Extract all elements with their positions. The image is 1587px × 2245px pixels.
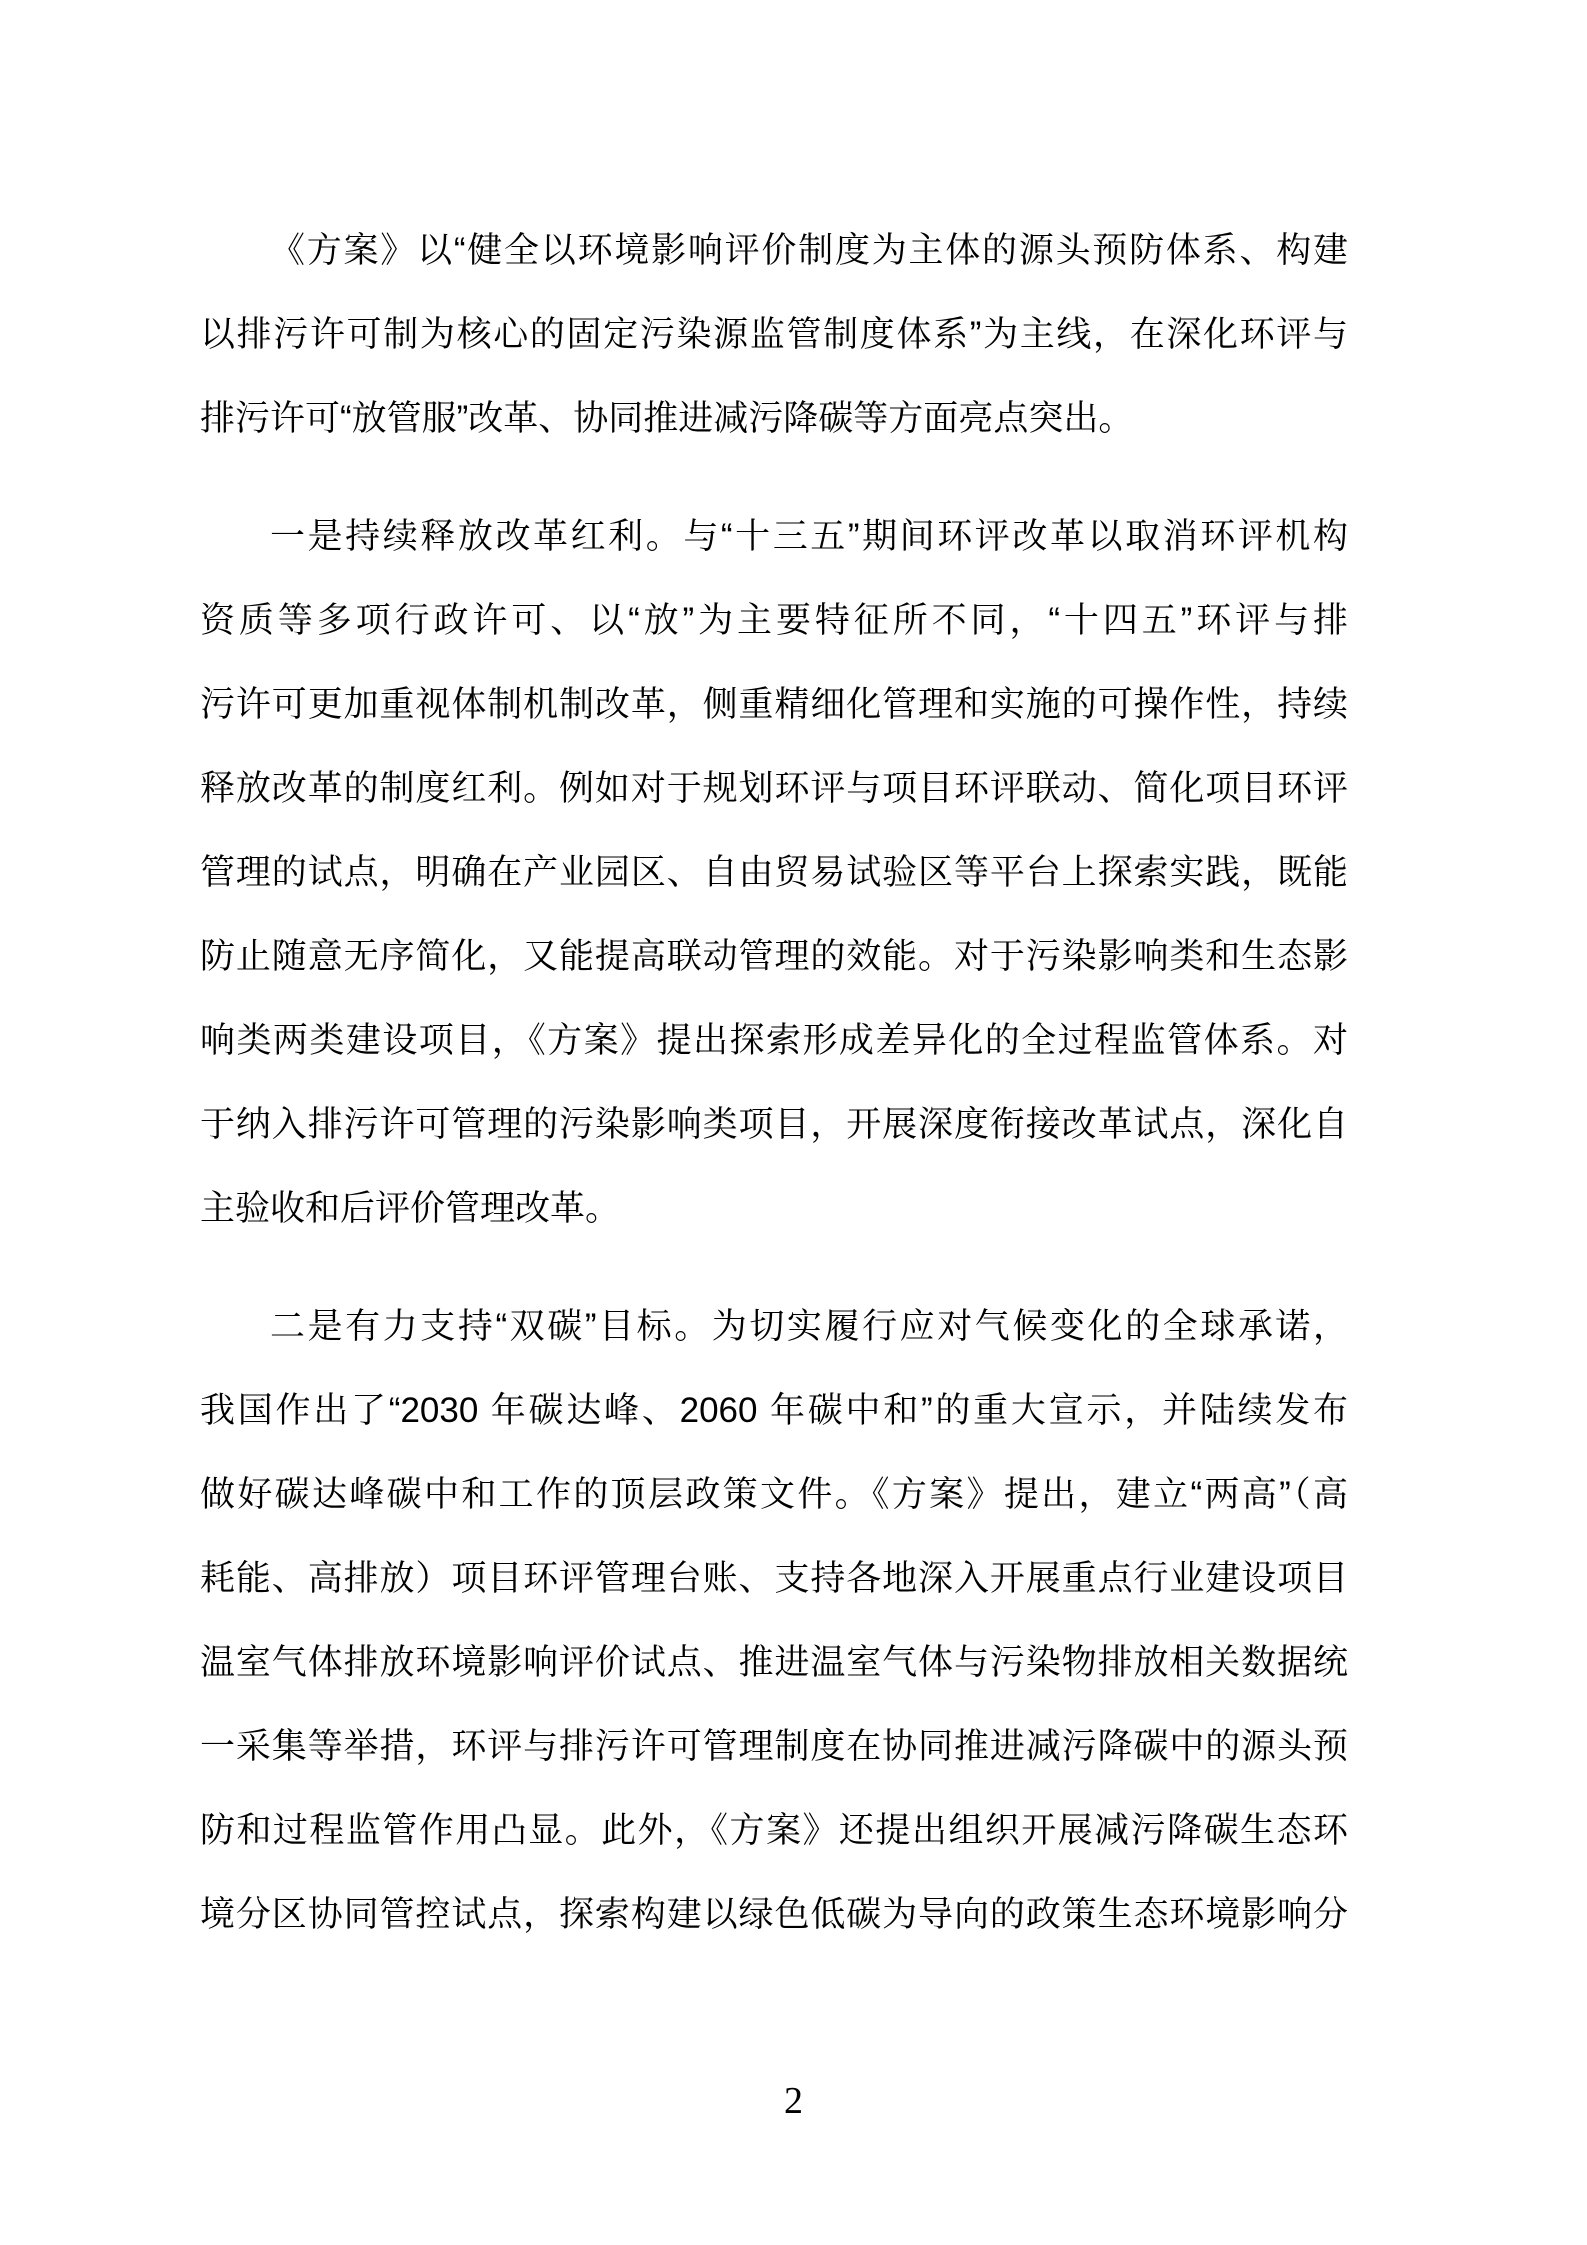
- page-footer: [0, 2082, 1587, 2120]
- text-line: 于纳入排污许可管理的污染影响类项目，开展深度衔接改革试点，深化自: [200, 1105, 1348, 1144]
- text-line: 做好碳达峰碳中和工作的顶层政策文件。《方案》提出，建立“两高”（高: [200, 1475, 1348, 1514]
- text-line: 防止随意无序简化，又能提高联动管理的效能。对于污染影响类和生态影: [200, 937, 1348, 976]
- text-line: 管理的试点，明确在产业园区、自由贸易试验区等平台上探索实践，既能: [200, 853, 1348, 892]
- paragraph: [200, 495, 1348, 1251]
- text-line: 防和过程监管作用凸显。此外，《方案》还提出组织开展减污降碳生态环: [200, 1811, 1348, 1850]
- text-line: 以排污许可制为核心的固定污染源监管制度体系”为主线，在深化环评与: [200, 315, 1348, 354]
- text-line: 排污许可“放管服”改革、协同推进减污降碳等方面亮点突出。: [200, 399, 1134, 438]
- text-line: 《方案》以“健全以环境影响评价制度为主体的源头预防体系、构建: [270, 231, 1348, 270]
- text-line: 一采集等举措，环评与排污许可管理制度在协同推进减污降碳中的源头预: [200, 1727, 1348, 1766]
- text-line: 耗能、高排放）项目环评管理台账、支持各地深入开展重点行业建设项目: [200, 1559, 1348, 1598]
- text-line: 主验收和后评价管理改革。: [200, 1189, 621, 1228]
- paragraph: [200, 209, 1348, 461]
- text-line: 资质等多项行政许可、以“放”为主要特征所不同，“十四五”环评与排: [200, 601, 1348, 640]
- text-line: 响类两类建设项目，《方案》提出探索形成差异化的全过程监管体系。对: [200, 1021, 1348, 1060]
- text-line: 境分区协同管控试点，探索构建以绿色低碳为导向的政策生态环境影响分: [200, 1895, 1348, 1934]
- page-number: 2: [784, 2080, 803, 2122]
- text-line: 污许可更加重视体制机制改革，侧重精细化管理和实施的可操作性，持续: [200, 685, 1348, 724]
- text-line: 一是持续释放改革红利。与“十三五”期间环评改革以取消环评机构: [270, 517, 1348, 556]
- text-line: 我国作出了“2030 年碳达峰、2060 年碳中和”的重大宣示，并陆续发布: [200, 1391, 1348, 1430]
- text-line: 温室气体排放环境影响评价试点、推进温室气体与污染物排放相关数据统: [200, 1643, 1348, 1682]
- paragraph: [200, 1285, 1348, 1957]
- document-body: [200, 209, 1348, 1991]
- text-line: 释放改革的制度红利。例如对于规划环评与项目环评联动、简化项目环评: [200, 769, 1348, 808]
- text-line: 二是有力支持“双碳”目标。为切实履行应对气候变化的全球承诺，: [270, 1307, 1348, 1346]
